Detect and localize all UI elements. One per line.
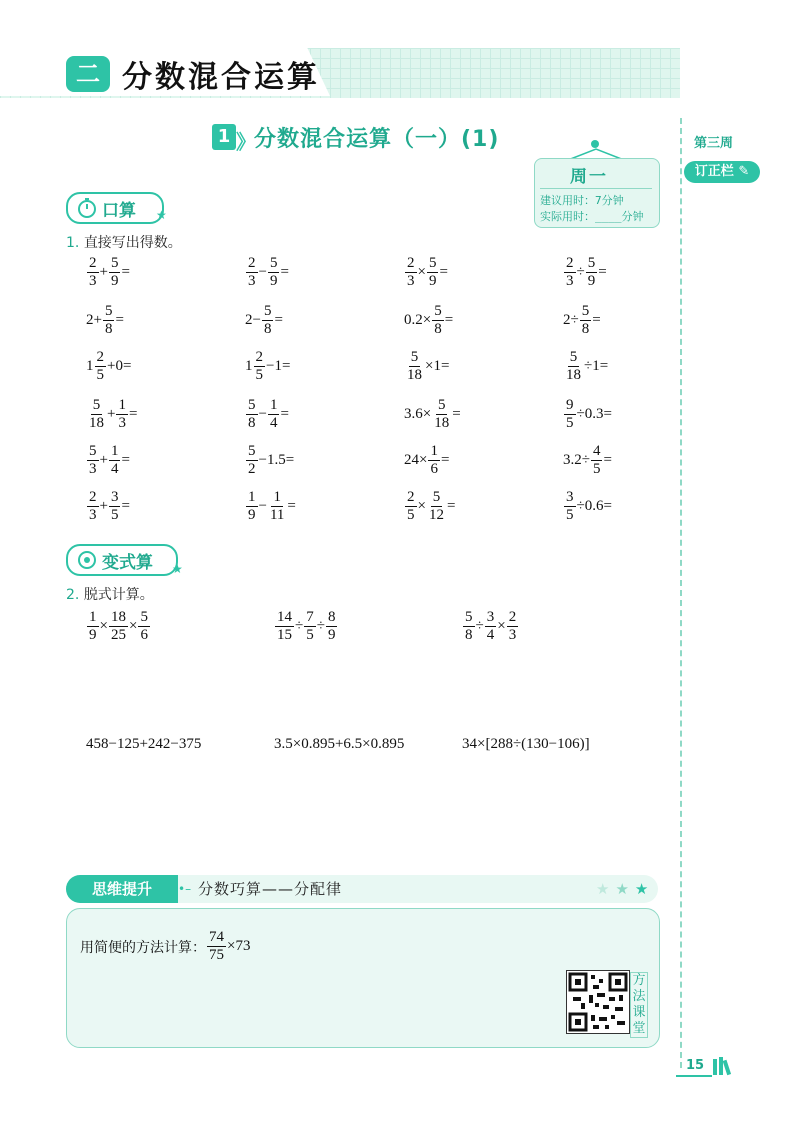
oral-calc-item bbox=[86, 398, 137, 431]
denominator: 8 bbox=[248, 415, 256, 431]
denominator: 4 bbox=[110, 461, 119, 477]
numerator: 2 bbox=[255, 349, 263, 365]
page-number-underline bbox=[676, 1075, 712, 1077]
expr-text: = bbox=[439, 264, 448, 280]
numerator: 3 bbox=[486, 609, 495, 625]
numerator: 14 bbox=[277, 609, 292, 625]
fraction bbox=[87, 444, 99, 477]
numerator: 1 bbox=[269, 397, 278, 413]
thinking-subtitle: 分数巧算——分配律 bbox=[198, 880, 343, 898]
expr-text: − bbox=[258, 406, 267, 422]
oral-calc-item bbox=[245, 256, 289, 289]
expr-text: 24× bbox=[404, 452, 428, 468]
lesson-title: 分数混合运算（一）(1) bbox=[254, 127, 500, 152]
thinking-prompt: 用简便的方法计算： bbox=[80, 939, 206, 956]
question-number: 2. bbox=[66, 587, 80, 603]
denominator: 25 bbox=[110, 627, 126, 643]
expr-text: × bbox=[99, 618, 108, 634]
denominator: 6 bbox=[140, 627, 148, 643]
numerator: 2 bbox=[407, 255, 415, 271]
oral-calc-item bbox=[404, 350, 449, 383]
oral-calc-item bbox=[404, 304, 453, 337]
numerator: 3 bbox=[566, 489, 574, 505]
expr-text: ÷ bbox=[316, 618, 325, 634]
fraction bbox=[405, 350, 424, 383]
denominator: 3 bbox=[89, 507, 97, 523]
expr-text: = bbox=[121, 264, 130, 280]
expr-text: × bbox=[128, 618, 138, 634]
section-label-variant: 变式算 bbox=[102, 553, 153, 573]
fraction bbox=[262, 304, 274, 337]
oral-calc-item bbox=[245, 444, 294, 477]
numerator: 5 bbox=[89, 443, 97, 459]
fraction bbox=[463, 610, 475, 643]
expr-text: ×1= bbox=[425, 358, 450, 374]
expr-text: 3.2÷ bbox=[563, 452, 590, 468]
expr-text: = bbox=[598, 264, 607, 280]
expr-text: 3.5×0.895+6.5×0.895 bbox=[274, 736, 405, 752]
expr-text: ÷ bbox=[295, 618, 304, 634]
numerator: 8 bbox=[327, 609, 336, 625]
numerator: 2 bbox=[96, 349, 104, 365]
fraction bbox=[138, 610, 150, 643]
expr-text: ×73 bbox=[227, 938, 251, 954]
fraction bbox=[507, 610, 519, 643]
denominator: 8 bbox=[104, 321, 113, 337]
books-icon bbox=[712, 1056, 738, 1080]
numerator: 2 bbox=[566, 255, 574, 271]
expr-text: = bbox=[121, 498, 130, 514]
step-calc-item bbox=[86, 736, 201, 753]
thinking-tag: 思维提升 bbox=[66, 875, 178, 903]
numerator: 1 bbox=[273, 489, 281, 505]
oral-calc-item bbox=[86, 350, 131, 383]
numerator: 1 bbox=[430, 443, 438, 459]
expr-text: +0= bbox=[107, 358, 132, 374]
numerator: 5 bbox=[140, 609, 148, 625]
numerator: 5 bbox=[269, 255, 278, 271]
question-2 bbox=[66, 584, 154, 604]
margin-divider bbox=[680, 118, 682, 1068]
fraction bbox=[564, 398, 576, 431]
expr-text: = bbox=[274, 312, 283, 328]
denominator: 8 bbox=[434, 321, 442, 337]
denominator: 8 bbox=[581, 321, 590, 337]
denominator: 5 bbox=[255, 367, 263, 383]
numerator: 1 bbox=[89, 609, 97, 625]
oral-calc-item bbox=[404, 490, 455, 523]
fraction bbox=[246, 490, 258, 523]
correction-label: 订正栏 bbox=[694, 164, 734, 179]
section-label-oral: 口算 bbox=[102, 201, 136, 221]
fraction bbox=[246, 256, 258, 289]
oral-calc-item bbox=[563, 490, 612, 523]
denominator: 11 bbox=[269, 507, 285, 523]
numerator: 4 bbox=[592, 443, 601, 459]
denominator: 5 bbox=[592, 461, 601, 477]
numerator: 5 bbox=[434, 303, 442, 319]
fraction bbox=[268, 398, 280, 431]
fraction bbox=[586, 256, 598, 289]
fraction bbox=[591, 444, 603, 477]
expr-text: = bbox=[280, 406, 289, 422]
numerator: 2 bbox=[248, 255, 256, 271]
correction-column-tag bbox=[684, 161, 760, 183]
fraction bbox=[87, 490, 99, 523]
expr-text: ÷1= bbox=[584, 358, 609, 374]
difficulty-stars bbox=[596, 880, 654, 898]
expr-text: × bbox=[497, 618, 506, 634]
day-label: 周一 bbox=[570, 167, 608, 187]
lesson-number: 1 bbox=[212, 124, 236, 150]
denominator: 18 bbox=[89, 415, 104, 431]
oral-calc-item bbox=[563, 304, 601, 337]
fraction bbox=[87, 398, 106, 431]
day-card-divider bbox=[540, 188, 652, 189]
fraction bbox=[103, 304, 115, 337]
step-calc-item bbox=[274, 736, 404, 753]
arrow-icon: •– bbox=[178, 882, 192, 896]
fraction bbox=[268, 256, 280, 289]
question-text: 脱式计算。 bbox=[83, 587, 154, 603]
chapter-title: 分数混合运算 bbox=[122, 60, 320, 95]
denominator: 18 bbox=[407, 367, 422, 383]
denominator: 9 bbox=[110, 273, 119, 289]
numerator: 5 bbox=[581, 303, 590, 319]
expr-text: ÷0.6= bbox=[576, 498, 612, 514]
expr-text: 2− bbox=[245, 312, 261, 328]
fraction bbox=[87, 256, 99, 289]
denominator: 5 bbox=[566, 415, 574, 431]
numerator: 5 bbox=[437, 397, 446, 413]
fraction bbox=[254, 350, 266, 383]
oral-calc-item bbox=[86, 490, 130, 523]
star-icon: ★ bbox=[634, 880, 655, 898]
expr-text: × bbox=[417, 264, 426, 280]
oral-calc-item bbox=[245, 350, 290, 383]
expr-text: = bbox=[603, 452, 612, 468]
denominator: 15 bbox=[277, 627, 292, 643]
oral-calc-item bbox=[563, 398, 612, 431]
expr-text: + bbox=[99, 264, 108, 280]
numerator: 5 bbox=[432, 489, 441, 505]
expr-text: = bbox=[592, 312, 601, 328]
fraction bbox=[275, 610, 294, 643]
fraction bbox=[432, 398, 451, 431]
fraction bbox=[109, 256, 121, 289]
denominator: 9 bbox=[248, 507, 256, 523]
oral-calc-item bbox=[86, 304, 124, 337]
expr-text: = bbox=[128, 406, 138, 422]
expr-text: = bbox=[280, 264, 289, 280]
page-number: 15 bbox=[686, 1058, 705, 1073]
fraction bbox=[485, 610, 497, 643]
expr-text: = bbox=[287, 498, 296, 514]
fraction bbox=[405, 256, 417, 289]
thinking-expression bbox=[206, 930, 250, 963]
denominator: 5 bbox=[566, 507, 574, 523]
denominator: 2 bbox=[248, 461, 256, 477]
oral-calc-item bbox=[86, 256, 130, 289]
numerator: 2 bbox=[89, 489, 97, 505]
numerator: 5 bbox=[465, 609, 473, 625]
star-icon: ★ bbox=[596, 880, 616, 898]
numerator: 1 bbox=[248, 489, 256, 505]
expr-text: 2÷ bbox=[563, 312, 579, 328]
expr-text: − bbox=[258, 264, 267, 280]
oral-calc-item bbox=[404, 398, 461, 431]
numerator: 2 bbox=[508, 609, 517, 625]
fraction bbox=[246, 398, 258, 431]
actual-time: 实际用时：____分钟 bbox=[540, 210, 644, 223]
denominator: 5 bbox=[110, 507, 119, 523]
fraction bbox=[427, 490, 446, 523]
numerator: 5 bbox=[248, 397, 256, 413]
fraction bbox=[87, 610, 99, 643]
denominator: 8 bbox=[263, 321, 272, 337]
oral-calc-item bbox=[245, 398, 289, 431]
denominator: 9 bbox=[327, 627, 336, 643]
star-icon: ★ bbox=[615, 880, 635, 898]
expr-text: + bbox=[99, 452, 108, 468]
expr-text: 0.2× bbox=[404, 312, 432, 328]
fraction bbox=[432, 304, 444, 337]
numerator: 5 bbox=[428, 255, 437, 271]
fraction bbox=[564, 490, 576, 523]
denominator: 3 bbox=[508, 627, 517, 643]
step-calc-item bbox=[86, 610, 151, 643]
fraction bbox=[109, 444, 121, 477]
expr-text: = bbox=[446, 498, 456, 514]
fraction bbox=[95, 350, 107, 383]
oral-calc-item bbox=[245, 490, 296, 523]
star-icon: ★ bbox=[156, 208, 167, 222]
question-1 bbox=[66, 232, 182, 252]
denominator: 3 bbox=[89, 273, 97, 289]
numerator: 5 bbox=[569, 349, 578, 365]
expr-text: 458−125+242−375 bbox=[86, 736, 202, 752]
denominator: 3 bbox=[89, 461, 97, 477]
expr-text: −1= bbox=[266, 358, 291, 374]
denominator: 9 bbox=[89, 627, 97, 643]
oral-calc-item bbox=[563, 256, 607, 289]
numerator: 3 bbox=[110, 489, 119, 505]
fraction bbox=[207, 930, 226, 963]
question-text: 直接写出得数。 bbox=[83, 235, 182, 251]
denominator: 5 bbox=[407, 507, 415, 523]
numerator: 74 bbox=[209, 929, 224, 945]
denominator: 3 bbox=[407, 273, 415, 289]
numerator: 2 bbox=[407, 489, 415, 505]
expr-text: = bbox=[444, 312, 454, 328]
fraction bbox=[268, 490, 286, 523]
oral-calc-item bbox=[404, 256, 448, 289]
fraction bbox=[580, 304, 592, 337]
chevron-right-icon: 》 bbox=[236, 130, 256, 154]
numerator: 5 bbox=[110, 255, 119, 271]
numerator: 5 bbox=[92, 397, 101, 413]
thinking-problem bbox=[80, 930, 250, 963]
target-icon bbox=[76, 549, 98, 575]
expr-text: 1 bbox=[245, 358, 253, 374]
expr-text: = bbox=[452, 406, 461, 422]
numerator: 1 bbox=[118, 397, 126, 413]
expr-text: × bbox=[417, 498, 426, 514]
expr-text: 3.6× bbox=[404, 406, 432, 422]
fraction bbox=[564, 350, 583, 383]
numerator: 5 bbox=[104, 303, 113, 319]
numerator: 5 bbox=[248, 443, 256, 459]
expr-text: = bbox=[115, 312, 124, 328]
expr-text: + bbox=[107, 406, 116, 422]
week-label: 第三周 bbox=[694, 136, 734, 151]
fraction bbox=[246, 444, 258, 477]
numerator: 7 bbox=[306, 609, 314, 625]
step-calc-item bbox=[274, 610, 338, 643]
suggested-time: 建议用时：7分钟 bbox=[540, 194, 624, 207]
denominator: 18 bbox=[434, 415, 450, 431]
expr-text: 2+ bbox=[86, 312, 102, 328]
denominator: 18 bbox=[566, 367, 581, 383]
stopwatch-icon bbox=[76, 197, 98, 223]
denominator: 3 bbox=[248, 273, 256, 289]
expr-text: = bbox=[121, 452, 130, 468]
numerator: 5 bbox=[410, 349, 419, 365]
expr-text: ÷0.3= bbox=[576, 406, 612, 422]
fraction bbox=[405, 490, 417, 523]
denominator: 4 bbox=[269, 415, 278, 431]
numerator: 9 bbox=[566, 397, 574, 413]
denominator: 9 bbox=[428, 273, 437, 289]
fraction bbox=[116, 398, 128, 431]
expr-text: − bbox=[258, 498, 267, 514]
numerator: 18 bbox=[110, 609, 126, 625]
oral-calc-item bbox=[563, 350, 608, 383]
numerator: 1 bbox=[110, 443, 119, 459]
step-calc-item bbox=[462, 610, 519, 643]
expr-text: −1.5= bbox=[258, 452, 295, 468]
oral-calc-item bbox=[86, 444, 130, 477]
numerator: 5 bbox=[263, 303, 272, 319]
denominator: 6 bbox=[430, 461, 438, 477]
expr-text: ÷ bbox=[475, 618, 484, 634]
denominator: 5 bbox=[306, 627, 314, 643]
expr-text: 34×[288÷(130−106)] bbox=[462, 736, 590, 752]
fraction bbox=[109, 610, 128, 643]
denominator: 8 bbox=[465, 627, 473, 643]
expr-text: = bbox=[440, 452, 450, 468]
question-number: 1. bbox=[66, 235, 80, 251]
pencil-icon: ✎ bbox=[738, 164, 750, 179]
oral-calc-item bbox=[404, 444, 449, 477]
fraction bbox=[564, 256, 576, 289]
denominator: 4 bbox=[486, 627, 495, 643]
denominator: 9 bbox=[587, 273, 596, 289]
fraction bbox=[109, 490, 121, 523]
expr-text: ÷ bbox=[576, 264, 585, 280]
numerator: 5 bbox=[587, 255, 596, 271]
fraction bbox=[427, 256, 439, 289]
fraction bbox=[326, 610, 338, 643]
denominator: 3 bbox=[566, 273, 574, 289]
expr-text: + bbox=[99, 498, 108, 514]
star-icon: ★ bbox=[172, 562, 183, 576]
denominator: 3 bbox=[118, 415, 126, 431]
expr-text: 1 bbox=[86, 358, 94, 374]
denominator: 5 bbox=[96, 367, 104, 383]
qr-caption: 方法课堂 bbox=[630, 972, 648, 1038]
oral-calc-item bbox=[245, 304, 283, 337]
denominator: 12 bbox=[428, 507, 444, 523]
numerator: 2 bbox=[89, 255, 97, 271]
step-calc-item bbox=[462, 736, 590, 753]
oral-calc-item bbox=[563, 444, 612, 477]
fraction bbox=[428, 444, 440, 477]
denominator: 75 bbox=[209, 947, 224, 963]
qr-code[interactable] bbox=[566, 970, 630, 1034]
chapter-badge: 二 bbox=[66, 56, 110, 92]
denominator: 9 bbox=[269, 273, 278, 289]
fraction bbox=[304, 610, 316, 643]
